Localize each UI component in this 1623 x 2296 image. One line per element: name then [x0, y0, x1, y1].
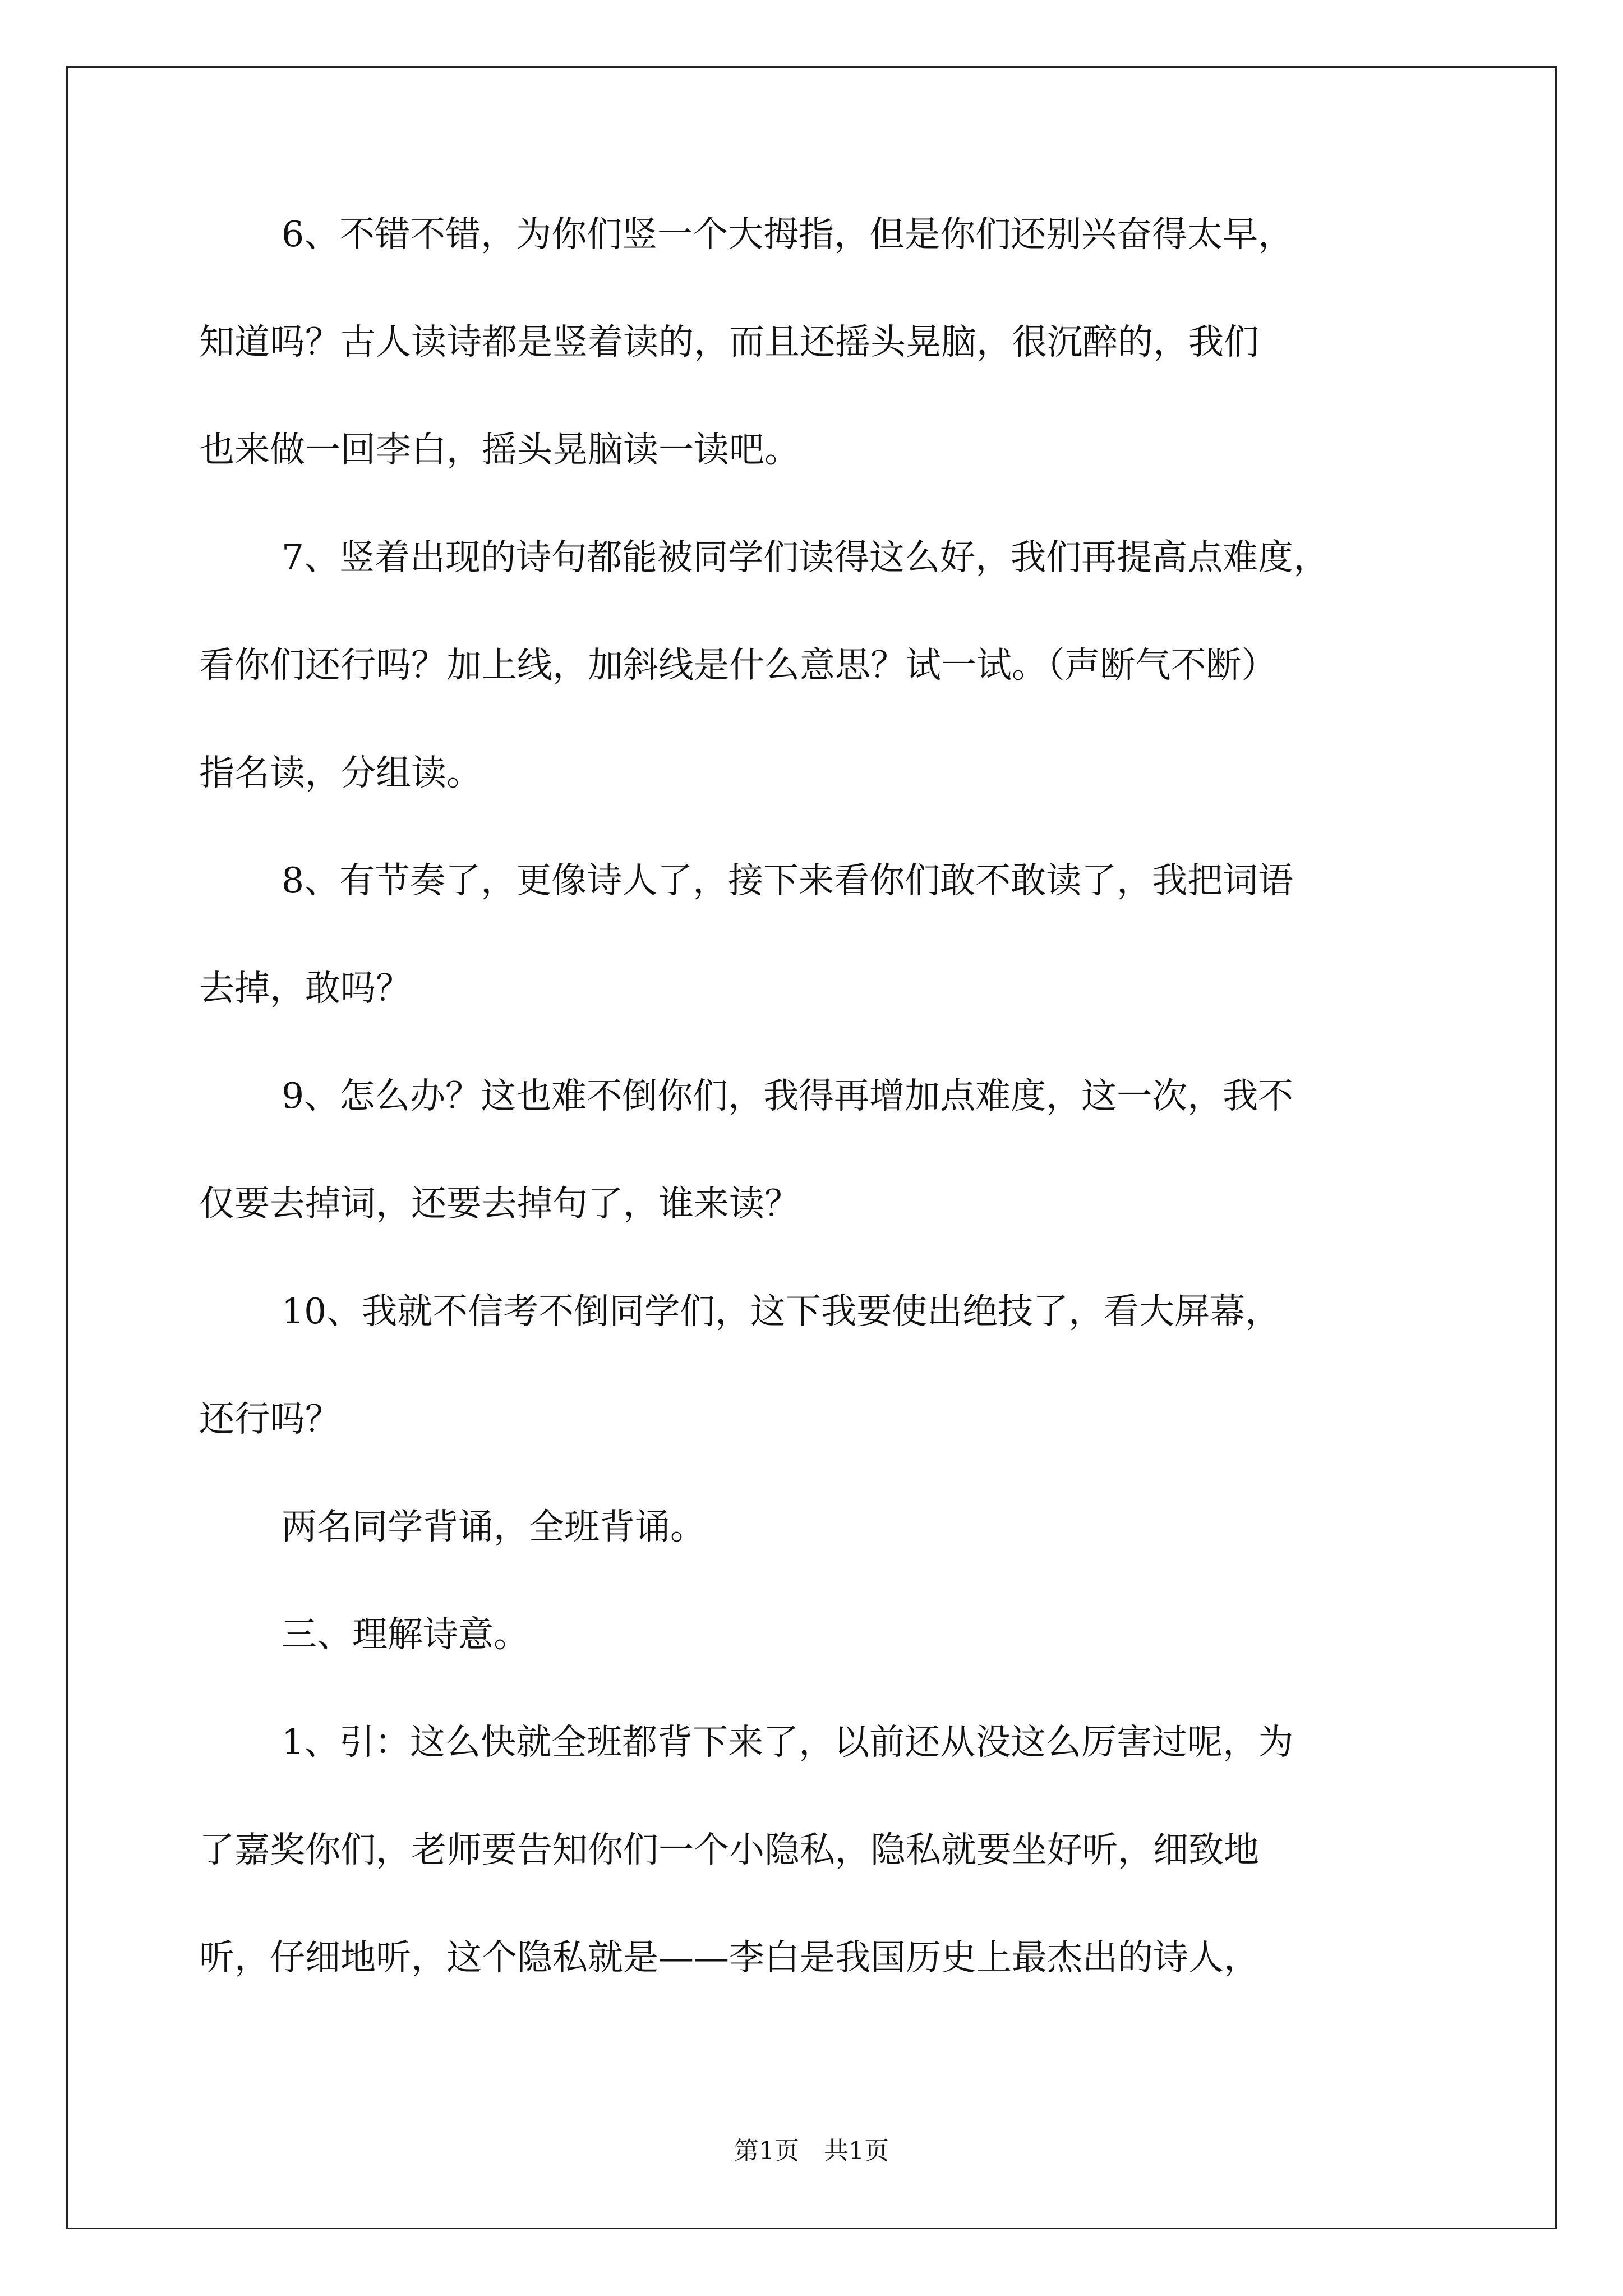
- paragraph-line: 仅要去掉词，还要去掉句了，谁来读？: [199, 1183, 800, 1224]
- page-number-footer: 第1页 共1页: [734, 2137, 889, 2165]
- paragraph-line: 看你们还行吗？加上线，加斜线是什么意思？试一试。（声断气不断）: [199, 645, 1277, 685]
- paragraph-line: 还行吗？: [199, 1398, 340, 1439]
- paragraph-line: 8、有节奏了，更像诗人了，接下来看你们敢不敢读了，我把词语: [282, 860, 1294, 901]
- paragraph-line: 指名读，分组读。: [199, 752, 482, 793]
- page-border: [66, 66, 1557, 2229]
- paragraph-line: 听，仔细地听，这个隐私就是——李白是我国历史上最杰出的诗人，: [199, 1937, 1259, 1978]
- section-heading: 三、理解诗意。: [282, 1614, 529, 1655]
- paragraph-line: 知道吗？古人读诗都是竖着读的，而且还摇头晃脑，很沉醉的，我们: [199, 321, 1259, 362]
- paragraph-line: 9、怎么办？这也难不倒你们，我得再增加点难度，这一次，我不: [282, 1075, 1294, 1116]
- paragraph-line: 6、不错不错，为你们竖一个大拇指，但是你们还别兴奋得太早，: [282, 214, 1294, 255]
- paragraph-line: 1、引：这么快就全班都背下来了，以前还从没这么厉害过呢，为: [282, 1722, 1294, 1763]
- paragraph-line: 两名同学背诵，全班背诵。: [282, 1506, 706, 1547]
- paragraph-line: 也来做一回李白，摇头晃脑读一读吧。: [199, 429, 800, 470]
- paragraph-line: 去掉，敢吗？: [199, 968, 411, 1009]
- paragraph-line: 7、竖着出现的诗句都能被同学们读得这么好，我们再提高点难度，: [282, 537, 1329, 578]
- paragraph-line: 了嘉奖你们，老师要告知你们一个小隐私，隐私就要坐好听，细致地: [199, 1829, 1259, 1870]
- paragraph-line: 10、我就不信考不倒同学们，这下我要使出绝技了，看大屏幕，: [282, 1291, 1281, 1332]
